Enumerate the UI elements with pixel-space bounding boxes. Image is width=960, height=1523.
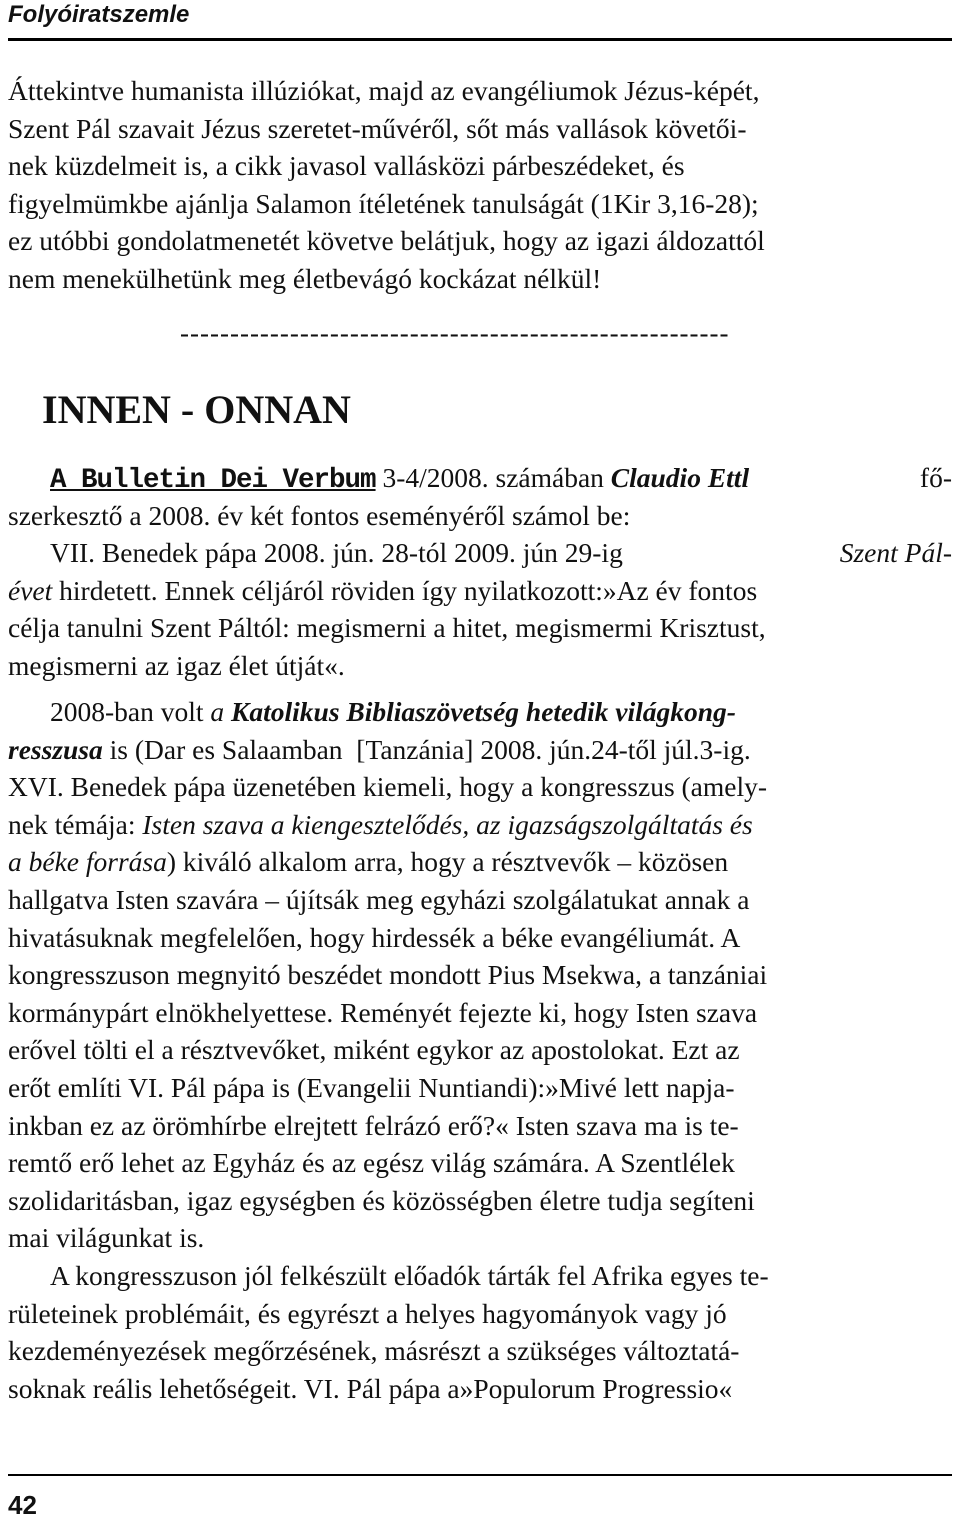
text-line: kormánypárt elnökhelyettese. Reményét fejezte ki, hogy Isten szava [8,996,758,1028]
text-line: célja tanulni Szent Páltól: megismerni a hitet, megismermi Krisztust, [8,612,766,644]
text-line: rületeinek problémáit, és egyrészt a helyes hagyományok vagy jó [8,1297,727,1329]
header-rule [8,38,952,41]
text-line: szerkesztő a 2008. év két fontos eseményéről számol be: [8,499,631,531]
text-line: erőt említi VI. Pál pápa is (Evangelii Nuntiandi):»Mivé lett napja- [8,1071,735,1103]
text-line: mai világunkat is. [8,1222,205,1254]
text-line: nem menekülhetünk meg életbevágó kockázat nélkül! [8,262,602,294]
text-line: Szent Pál szavait Jézus szeretet-művéről, sőt más vallások követői- [8,112,747,144]
text-line: megismerni az igaz élet útját«. [8,649,345,681]
text-line: resszusa is (Dar es Salaamban [Tanzánia] 2008. jún.24-től júl.3-ig. [8,733,751,765]
text-line: kezdeményezések megőrzésének, másrészt a szükséges változtatá- [8,1335,740,1367]
congress-title: Katolikus Bibliaszövetség hetedik világkong- [231,696,736,727]
page-number: 42 [8,1490,37,1520]
running-head: Folyóiratszemle [8,1,190,28]
text-line: A kongresszuson jól felkészült előadók tárták fel Afrika egyes te- [50,1260,769,1291]
text-line: 2008-ban volt a Katolikus Bibliaszövetség hetedik világkong- [50,696,736,727]
congress-paragraph [8,693,952,1257]
bulletin-paragraph [8,459,952,685]
text-line: figyelmümkbe ajánlja Salamon ítéletének tanulságát (1Kir 3,16-28); [8,187,759,219]
text-line: VII. Benedek pápa 2008. jún. 28-tól 2009. jún 29-ig Szent Pál- [50,537,952,569]
separator-line: ------------------------------------------------------- [180,318,730,348]
intro-paragraph [8,72,952,298]
text-line: hivatásuknak megfelelően, hogy hirdessék a béke evangéliumát. A [8,921,741,953]
text-line: erővel tölti el a résztvevőket, miként egykor az apostolokat. Ezt az [8,1034,740,1066]
text-line: kongresszuson megnyitó beszédet mondott Pius Msekwa, a tanzániai [8,959,768,991]
text-line: hallgatva Isten szavára – újítsák meg egyházi szolgálatukat annak a [8,883,750,915]
text-line: inkban ez az örömhírbe elrejtett felrázó erő?« Isten szava ma is te- [8,1109,739,1141]
text-line: soknak reális lehetőségeit. VI. Pál pápa a»Populorum Progressio« [8,1372,733,1404]
final-paragraph [8,1257,952,1407]
text-line: a béke forrása) kiváló alkalom arra, hogy a résztvevők – közösen [8,846,729,878]
text-line: remtő erő lehet az Egyház és az egész világ számára. A Szentlélek [8,1147,735,1179]
section-title: INNEN - ONNAN [42,387,351,432]
text-line: nek témája: Isten szava a kiengesztelődés, az igazságszolgáltatás és [8,808,753,840]
bulletin-title: A Bulletin Dei Verbum [50,465,376,496]
text-line: szolidaritásban, igaz egységben és közösségben életre tudja segíteni [8,1184,755,1216]
text-line: Áttekintve humanista illúziókat, majd az evangéliumok Jézus-képét, [8,75,760,106]
text-line: A Bulletin Dei Verbum 3-4/2008. számában Claudio Ettl fő- [50,462,952,496]
text-line: nek küzdelmeit is, a cikk javasol vallásközi párbeszédeket, és [8,150,685,182]
footer-rule [8,1474,952,1476]
editor-name: Claudio Ettl [610,462,750,493]
text-line: ez utóbbi gondolatmenetét követve belátjuk, hogy az igazi áldozattól [8,225,765,257]
text-line: évet hirdetett. Ennek céljáról röviden így nyilatkozott:»Az év fontos [8,574,758,606]
text-line: XVI. Benedek pápa üzenetében kiemeli, hogy a kongresszus (amely- [8,771,768,803]
